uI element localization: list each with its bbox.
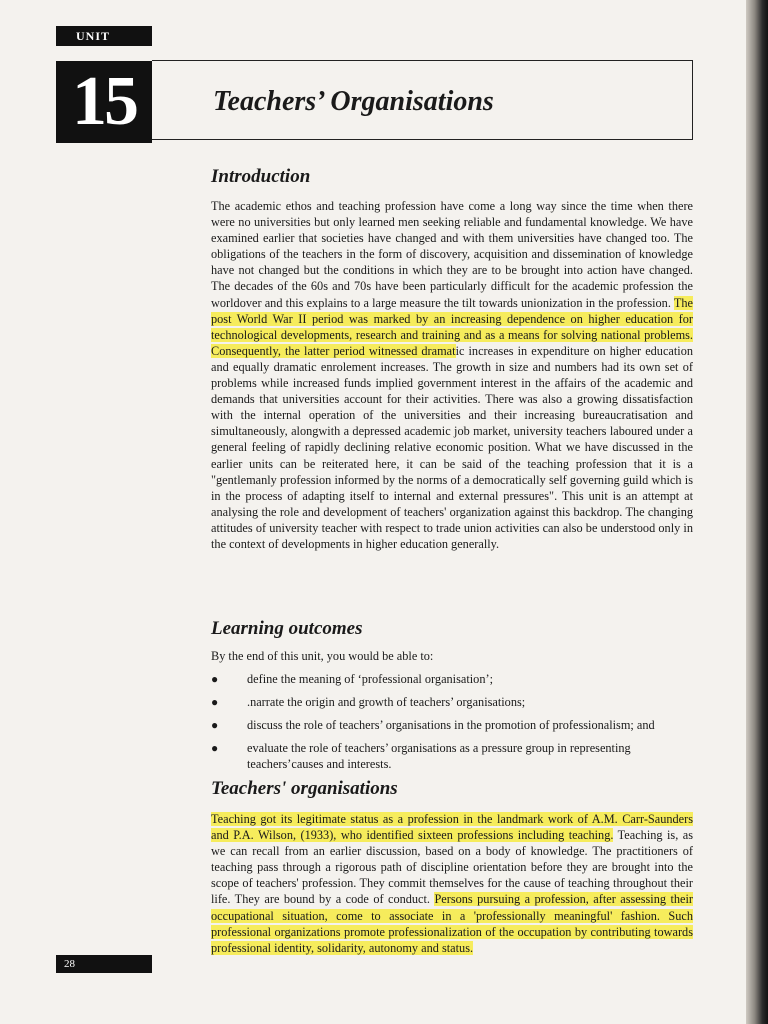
outcomes-list <box>211 671 693 779</box>
bullet-icon: ● <box>211 741 219 755</box>
intro-heading: Introduction <box>211 166 311 187</box>
unit-label: UNIT <box>56 26 152 46</box>
intro-highlight: The post World War II period was marked by an increasing dependence on higher education for technological developments, research and training and as a means for solving national problems. Consequently, the latter period witnessed dramat <box>211 295 693 358</box>
orgs-highlight-b: Persons pursuing a profession, after assessing their occupational situation, come to associate in a 'professionally meaningful' fashion. Such professional organizations promote professionalization of the occupation by contributing towards professional identity, solidarity, autonomy and status. <box>211 892 693 955</box>
page-number: 28 <box>56 955 152 973</box>
intro-paragraph <box>211 198 693 552</box>
list-item: ● evaluate the role of teachers’ organisations as a pressure group in representing teachers’causes and interests. <box>211 741 631 771</box>
bullet-icon: ● <box>211 718 219 732</box>
orgs-paragraph <box>211 811 693 956</box>
outcomes-heading: Learning outcomes <box>211 618 363 639</box>
bullet-icon: ● <box>211 695 219 709</box>
outcomes-lead: By the end of this unit, you would be able to: <box>211 649 434 663</box>
list-item: ● discuss the role of teachers’ organisations in the promotion of professionalism; and <box>211 718 655 732</box>
orgs-text-a: Teaching is, as we can recall from an earlier discussion, based on a body of knowledge. The practitioners of teaching pass through a rigorous path of discipline orientation before they are brought into the scope of teachers' profession. They commit themselves for the cause of teaching throughout their life. They are bound by a code of conduct. <box>211 828 693 907</box>
page-edge-shadow <box>746 0 768 1024</box>
intro-text-a: The academic ethos and teaching profession have come a long way since the time when there were no universities but only learned men seeking reliable and fundamental knowledge. We have examined earlier that societies have changed and with them universities have changed too. The obligations of the teachers in the form of discovery, acquisition and dissemination of knowledge have not changed but the conditions in which they are to be brought into action have changed. The decades of the 60s and 70s have been particularly difficult for the academic profession the worldover and this explains to a large measure the tilt towards unionization in the profession. <box>211 199 693 310</box>
bullet-icon: ● <box>211 672 219 686</box>
list-item: ● define the meaning of ‘professional organisation’; <box>211 672 493 686</box>
orgs-heading: Teachers' organisations <box>211 778 398 799</box>
orgs-highlight-a: Teaching got its legitimate status as a profession in the landmark work of A.M. Carr-Saunders and P.A. Wilson, (1933), who identified sixteen professions including teaching. <box>211 812 693 843</box>
list-item: ● .narrate the origin and growth of teachers’ organisations; <box>211 695 526 709</box>
intro-text-b: ic increases in expenditure on higher education and equally dramatic enrolement increases. The growth in size and numbers had its own set of problems while increased funds implied government interest in the affairs of the academic and demands that universities account for their activities. There was also a growing dissatisfaction with the internal operation of the universities and their increasing bureaucratisation and simultaneously, alongwith a depressed academic job market, university teachers laboured under a general feeling of rapidly declining relative economic position. What we have discussed in the earlier units can be reiterated here, it can be said of the teaching profession that it is a "gentlemanly profession informed by the norms of a democratically self governing guild which is in the process of adapting itself to internal and external pressures". This unit is an attempt at analysing the role and development of teachers' organization against this backdrop. The changing attitudes of university teacher with respect to trade union activities can also be understood only in the context of developments in higher education generally. <box>211 343 693 551</box>
page-title: Teachers’ Organisations <box>213 86 494 117</box>
unit-number: 15 <box>56 61 152 143</box>
